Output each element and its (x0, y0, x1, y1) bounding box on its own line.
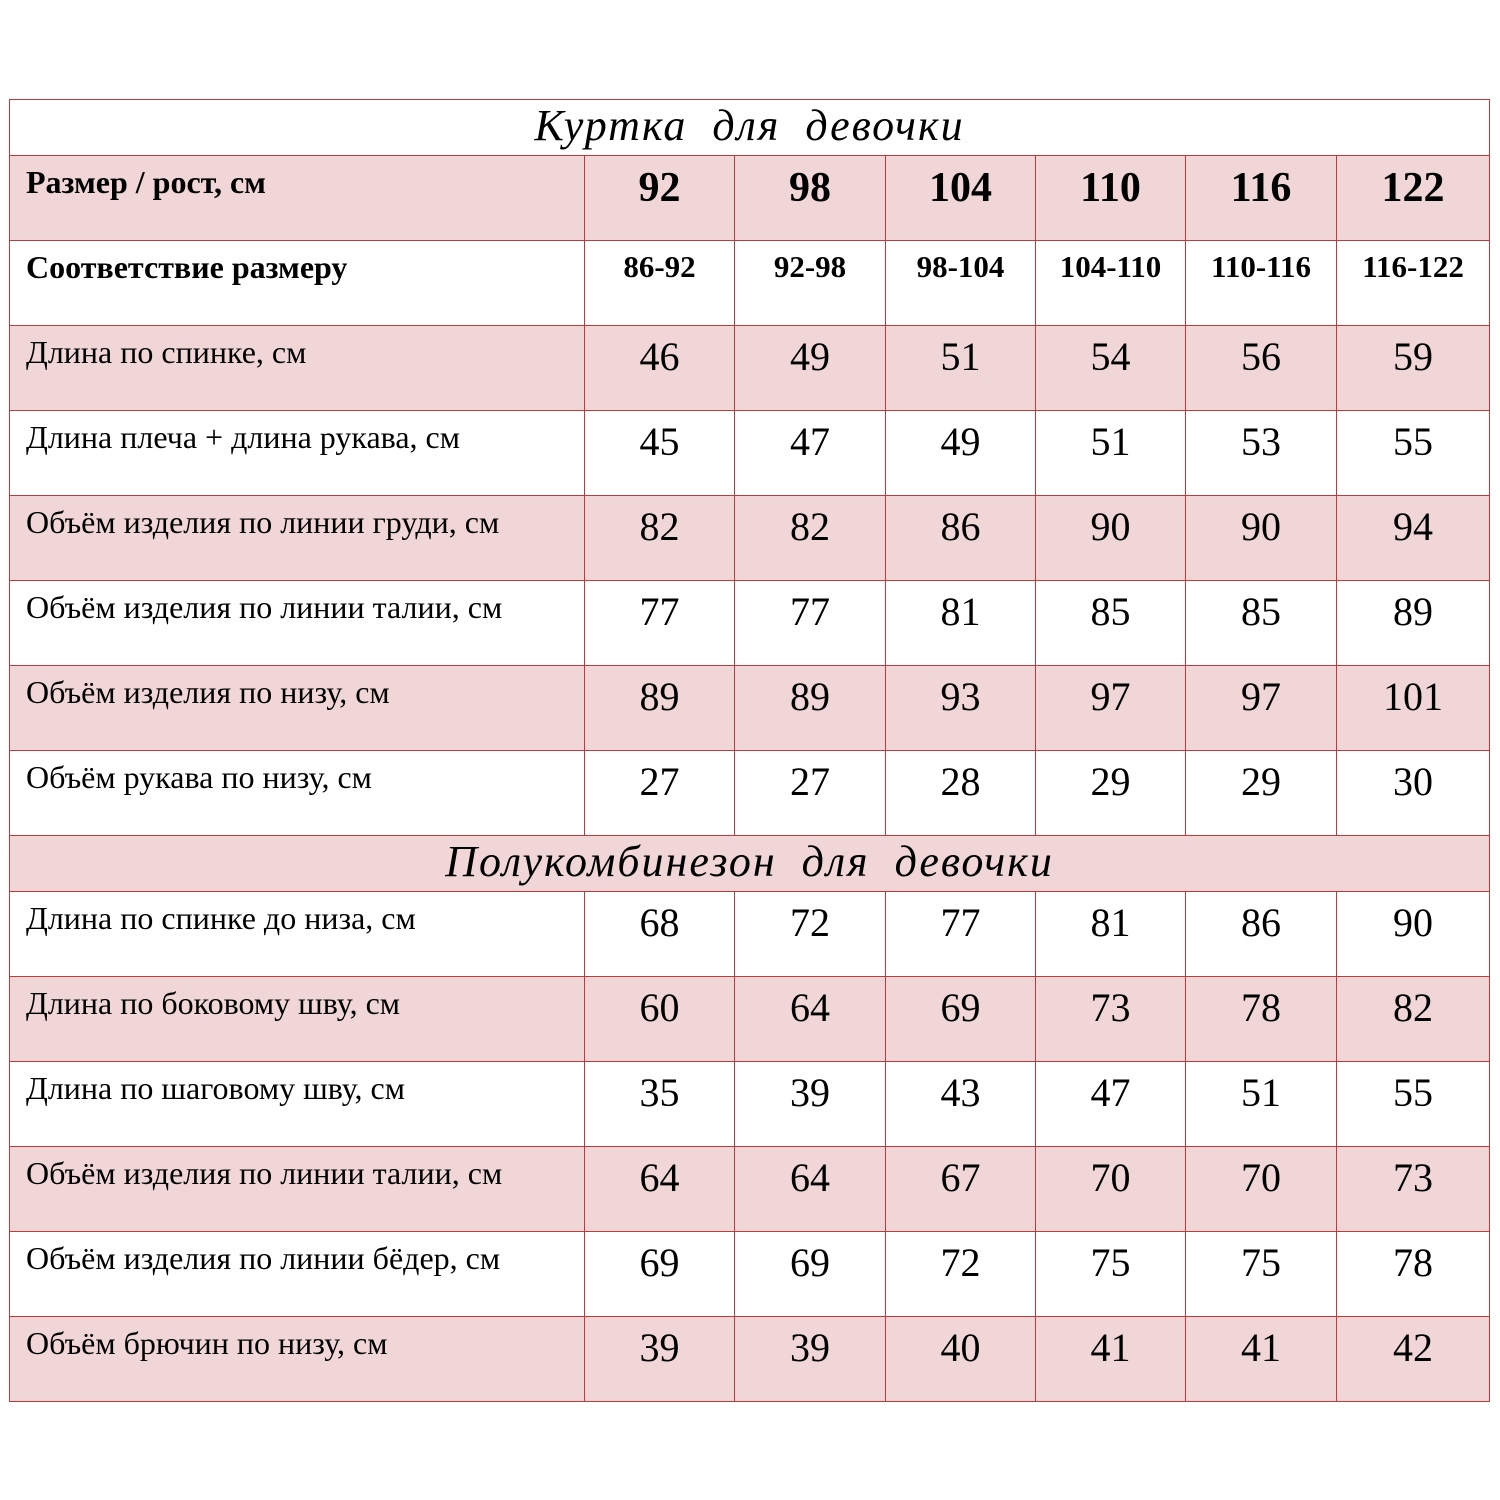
table-cell: 47 (1036, 1062, 1186, 1147)
correspondence-cell: 110-116 (1186, 241, 1337, 326)
table-cell: 94 (1337, 496, 1490, 581)
row-label: Объём изделия по линии талии, см (10, 581, 585, 666)
row-label: Размер / рост, см (10, 156, 585, 241)
table-cell: 73 (1036, 977, 1186, 1062)
table-cell: 69 (886, 977, 1036, 1062)
row-label: Объём рукава по низу, см (10, 751, 585, 836)
table-cell: 45 (585, 411, 735, 496)
table-cell: 78 (1186, 977, 1337, 1062)
size-cell: 116 (1186, 156, 1337, 241)
table-row (10, 1062, 1490, 1147)
table-cell: 55 (1337, 411, 1490, 496)
table-row (10, 892, 1490, 977)
table-cell: 77 (735, 581, 886, 666)
table-cell: 75 (1186, 1232, 1337, 1317)
table-cell: 28 (886, 751, 1036, 836)
size-cell: 104 (886, 156, 1036, 241)
table-cell: 49 (735, 326, 886, 411)
table-cell: 53 (1186, 411, 1337, 496)
table-cell: 101 (1337, 666, 1490, 751)
size-cell: 92 (585, 156, 735, 241)
correspondence-cell: 104-110 (1036, 241, 1186, 326)
table-row (10, 326, 1490, 411)
table-cell: 60 (585, 977, 735, 1062)
table-cell: 46 (585, 326, 735, 411)
table-cell: 69 (585, 1232, 735, 1317)
table-cell: 86 (1186, 892, 1337, 977)
table-cell: 42 (1337, 1317, 1490, 1402)
table-cell: 39 (735, 1317, 886, 1402)
size-cell: 98 (735, 156, 886, 241)
table-cell: 89 (585, 666, 735, 751)
correspondence-cell: 116-122 (1337, 241, 1490, 326)
table-cell: 27 (585, 751, 735, 836)
table-cell: 54 (1036, 326, 1186, 411)
row-label: Объём изделия по линии бёдер, см (10, 1232, 585, 1317)
table-cell: 86 (886, 496, 1036, 581)
table-cell: 97 (1036, 666, 1186, 751)
row-label: Длина плеча + длина рукава, см (10, 411, 585, 496)
table-cell: 56 (1186, 326, 1337, 411)
row-label: Длина по шаговому шву, см (10, 1062, 585, 1147)
table-cell: 30 (1337, 751, 1490, 836)
table-cell: 77 (886, 892, 1036, 977)
table-cell: 64 (735, 977, 886, 1062)
row-label: Длина по спинке, см (10, 326, 585, 411)
table-cell: 85 (1186, 581, 1337, 666)
table-cell: 72 (735, 892, 886, 977)
table-cell: 51 (1036, 411, 1186, 496)
table-cell: 35 (585, 1062, 735, 1147)
table-cell: 40 (886, 1317, 1036, 1402)
table-cell: 39 (735, 1062, 886, 1147)
row-label: Объём изделия по линии груди, см (10, 496, 585, 581)
table-cell: 78 (1337, 1232, 1490, 1317)
table-row (10, 751, 1490, 836)
table-cell: 89 (735, 666, 886, 751)
table-row (10, 411, 1490, 496)
table-row (10, 581, 1490, 666)
table-cell: 64 (735, 1147, 886, 1232)
row-label: Объём брючин по низу, см (10, 1317, 585, 1402)
row-label: Соответствие размеру (10, 241, 585, 326)
table-cell: 27 (735, 751, 886, 836)
table-cell: 82 (1337, 977, 1490, 1062)
table-cell: 97 (1186, 666, 1337, 751)
table-row (10, 1147, 1490, 1232)
size-cell: 122 (1337, 156, 1490, 241)
table-cell: 93 (886, 666, 1036, 751)
correspondence-cell: 98-104 (886, 241, 1036, 326)
row-label: Объём изделия по низу, см (10, 666, 585, 751)
table-cell: 59 (1337, 326, 1490, 411)
table-cell: 70 (1186, 1147, 1337, 1232)
table-row (10, 977, 1490, 1062)
row-label: Длина по спинке до низа, см (10, 892, 585, 977)
table-cell: 73 (1337, 1147, 1490, 1232)
table-cell: 29 (1186, 751, 1337, 836)
correspondence-row (10, 241, 1490, 326)
table-cell: 43 (886, 1062, 1036, 1147)
table-cell: 67 (886, 1147, 1036, 1232)
table-cell: 70 (1036, 1147, 1186, 1232)
table-row (10, 1317, 1490, 1402)
row-label: Длина по боковому шву, см (10, 977, 585, 1062)
table-cell: 89 (1337, 581, 1490, 666)
table-cell: 64 (585, 1147, 735, 1232)
correspondence-cell: 86-92 (585, 241, 735, 326)
table-cell: 81 (1036, 892, 1186, 977)
table-cell: 51 (886, 326, 1036, 411)
table-cell: 82 (585, 496, 735, 581)
table-cell: 47 (735, 411, 886, 496)
overalls-title: Полукомбинезон для девочки (10, 836, 1490, 892)
size-chart-table (9, 99, 1490, 1402)
table-cell: 55 (1337, 1062, 1490, 1147)
table-cell: 82 (735, 496, 886, 581)
table-cell: 39 (585, 1317, 735, 1402)
table-cell: 69 (735, 1232, 886, 1317)
table-row (10, 496, 1490, 581)
table-cell: 81 (886, 581, 1036, 666)
table-cell: 41 (1036, 1317, 1186, 1402)
table-cell: 77 (585, 581, 735, 666)
overalls-title-row (10, 836, 1490, 892)
table-cell: 90 (1186, 496, 1337, 581)
table-cell: 85 (1036, 581, 1186, 666)
jacket-title: Куртка для девочки (10, 100, 1490, 156)
row-label: Объём изделия по линии талии, см (10, 1147, 585, 1232)
correspondence-cell: 92-98 (735, 241, 886, 326)
table-cell: 72 (886, 1232, 1036, 1317)
size-cell: 110 (1036, 156, 1186, 241)
table-cell: 51 (1186, 1062, 1337, 1147)
table-cell: 29 (1036, 751, 1186, 836)
table-row (10, 1232, 1490, 1317)
table-cell: 49 (886, 411, 1036, 496)
table-row (10, 666, 1490, 751)
table-cell: 90 (1036, 496, 1186, 581)
jacket-title-row (10, 100, 1490, 156)
table-cell: 68 (585, 892, 735, 977)
table-cell: 75 (1036, 1232, 1186, 1317)
table-cell: 90 (1337, 892, 1490, 977)
table-cell: 41 (1186, 1317, 1337, 1402)
size-header-row (10, 156, 1490, 241)
